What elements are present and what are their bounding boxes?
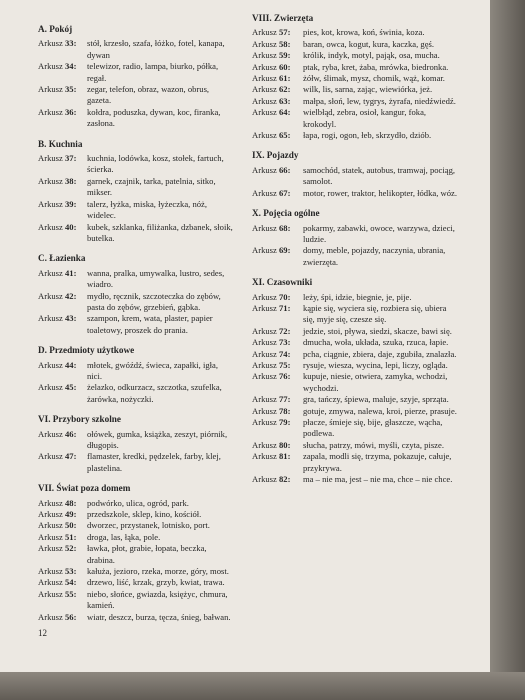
sheet-number: 71: <box>278 302 291 313</box>
section <box>252 13 457 141</box>
sheet-label <box>38 532 87 543</box>
section <box>38 345 233 405</box>
sheet-word: Arkusz <box>38 290 63 301</box>
list-item <box>252 371 457 394</box>
word-list: domy, meble, pojazdy, naczynia, ubrania, zwierzęta. <box>303 245 446 267</box>
word-list: drzewo, liść, krzak, grzyb, kwiat, trawa. <box>87 577 225 588</box>
sheet-word: Arkusz <box>38 543 63 554</box>
list-item <box>252 107 457 130</box>
sheet-number: 60: <box>278 61 291 72</box>
sheet-number: 76: <box>278 371 291 382</box>
sheet-word: Arkusz <box>252 95 277 106</box>
word-list: małpa, słoń, lew, tygrys, żyrafa, niedźwiedź. <box>303 95 456 106</box>
word-list: dworzec, przystanek, lotnisko, port. <box>87 520 210 531</box>
sheet-label <box>38 107 87 130</box>
sheet-label <box>252 440 303 451</box>
word-list: flamaster, kredki, pędzelek, farby, klej, plastelina. <box>87 451 221 473</box>
list-item <box>252 303 457 326</box>
sheet-number: 37: <box>64 153 77 164</box>
sheet-word: Arkusz <box>252 164 277 175</box>
word-list: wilk, lis, sarna, zając, wiewiórka, jeż. <box>303 84 433 95</box>
sheet-word: Arkusz <box>38 61 63 72</box>
sheet-word: Arkusz <box>252 417 277 427</box>
list-item <box>38 38 233 61</box>
sheet-label <box>252 292 303 303</box>
word-list: kołdra, poduszka, dywan, koc, firanka, zasłona. <box>87 106 221 129</box>
sheet-word: Arkusz <box>252 50 277 61</box>
word-list: wielbłąd, zebra, osioł, kangur, foka, krokodyl. <box>303 107 427 129</box>
word-list: pcha, ciągnie, zbiera, daje, zgubiła, znalazła. <box>303 348 457 359</box>
list-item <box>38 429 233 452</box>
sheet-number: 62: <box>278 84 291 95</box>
sheet-label <box>252 474 303 485</box>
sheet-number: 70: <box>278 291 291 302</box>
sheet-word: Arkusz <box>38 428 63 439</box>
sheet-word: Arkusz <box>38 221 63 232</box>
word-list: podwórko, ulica, ogród, park. <box>87 497 189 508</box>
sheet-number: 55: <box>64 588 77 599</box>
sheet-label <box>252 165 303 188</box>
sheet-label <box>38 382 87 405</box>
list-item <box>252 245 457 268</box>
sheet-number: 80: <box>278 439 291 450</box>
sheet-label <box>252 27 303 38</box>
sheet-label <box>252 360 303 371</box>
word-list: gra, tańczy, śpiewa, maluje, szyje, sprząta. <box>303 394 449 405</box>
word-list: słucha, patrzy, mówi, myśli, czyta, pisze. <box>303 439 444 450</box>
sheet-number: 36: <box>64 106 77 117</box>
sheet-word: Arkusz <box>252 291 277 302</box>
sheet-number: 42: <box>64 290 77 301</box>
sheet-label <box>252 130 303 141</box>
word-list: łapa, rogi, ogon, łeb, skrzydło, dziób. <box>303 130 432 141</box>
sheet-word: Arkusz <box>252 394 277 405</box>
section <box>252 150 457 199</box>
sheet-word: Arkusz <box>38 106 63 117</box>
sheet-word: Arkusz <box>252 405 277 416</box>
sheet-number: 56: <box>64 611 77 622</box>
section <box>38 24 233 130</box>
word-list: przedszkole, sklep, kino, kościół. <box>87 509 202 520</box>
sheet-word: Arkusz <box>38 382 63 393</box>
word-list: telewizor, radio, lampa, biurko, półka, regał. <box>87 61 219 83</box>
sheet-label <box>38 153 87 176</box>
left-column <box>38 24 233 632</box>
sheet-number: 81: <box>278 451 291 462</box>
section-heading: XI. Czasowniki <box>252 277 313 288</box>
sheet-label <box>38 360 87 383</box>
list-item <box>38 153 233 176</box>
list-item <box>38 451 233 474</box>
list-item <box>38 532 233 543</box>
sheet-label <box>252 326 303 337</box>
sheet-label <box>252 188 303 199</box>
list-item <box>38 520 233 531</box>
word-list: niebo, słońce, gwiazda, księżyc, chmura, kamień. <box>87 588 228 611</box>
list-item <box>252 165 457 188</box>
sheet-word: Arkusz <box>38 313 63 324</box>
sheet-number: 53: <box>64 566 77 577</box>
word-list: kąpie się, wyciera się, rozbiera się, ubiera się, myje się, czesze się. <box>303 302 447 325</box>
section-heading: B. Kuchnia <box>38 138 83 149</box>
section <box>252 277 457 485</box>
list-item <box>252 223 457 246</box>
sheet-word: Arkusz <box>252 348 277 359</box>
section-heading: A. Pokój <box>38 24 73 34</box>
sheet-label <box>252 451 303 474</box>
word-list: szampon, krem, wata, plaster, papier toaletowy, proszek do prania. <box>87 313 213 335</box>
list-item <box>252 96 457 107</box>
section-heading: D. Przedmioty użytkowe <box>38 345 135 356</box>
sheet-word: Arkusz <box>38 509 63 520</box>
word-list: pokarmy, zabawki, owoce, warzywa, dzieci, ludzie. <box>303 222 455 244</box>
word-list: mydło, ręcznik, szczoteczka do zębów, pasta do zębów, grzebień, gąbka. <box>87 290 221 312</box>
sheet-word: Arkusz <box>252 325 277 336</box>
sheet-label <box>38 589 87 612</box>
sheet-label <box>252 107 303 130</box>
sheet-word: Arkusz <box>38 577 63 588</box>
sheet-number: 57: <box>278 27 291 38</box>
word-list: jedzie, stoi, pływa, siedzi, skacze, bawi się. <box>303 325 452 336</box>
list-item <box>252 360 457 371</box>
sheet-number: 49: <box>64 509 77 520</box>
sheet-word: Arkusz <box>252 187 277 198</box>
section <box>38 139 233 245</box>
list-item <box>252 349 457 360</box>
sheet-word: Arkusz <box>252 451 277 462</box>
sheet-word: Arkusz <box>38 588 63 599</box>
sheet-number: 38: <box>64 175 77 186</box>
page-bottom-shadow <box>0 672 525 700</box>
sheet-word: Arkusz <box>252 38 277 49</box>
sheet-number: 66: <box>278 164 291 175</box>
word-list: dmucha, woła, układa, szuka, rzuca, łapie. <box>303 337 449 348</box>
sheet-number: 65: <box>278 130 291 141</box>
sheet-number: 40: <box>64 221 77 232</box>
word-list: kupuje, niesie, otwiera, zamyka, wchodzi, wychodzi. <box>303 371 448 393</box>
list-item <box>252 73 457 84</box>
sheet-label <box>252 406 303 417</box>
sheet-number: 74: <box>278 348 291 359</box>
sheet-label <box>252 96 303 107</box>
sheet-number: 79: <box>278 417 291 427</box>
section <box>38 414 233 474</box>
sheet-label <box>252 371 303 394</box>
sheet-word: Arkusz <box>38 267 63 278</box>
word-list: płacze, śmieje się, bije, głaszcze, wącha, podlewa. <box>303 417 443 439</box>
sheet-word: Arkusz <box>252 27 277 38</box>
word-list: kuchnia, lodówka, kosz, stołek, fartuch, ścierka. <box>87 153 224 175</box>
sheet-word: Arkusz <box>252 302 277 313</box>
word-list: stół, krzesło, szafa, łóżko, fotel, kanapa, dywan <box>87 38 225 60</box>
sheet-label <box>252 39 303 50</box>
list-item <box>38 498 233 509</box>
sheet-word: Arkusz <box>252 222 277 233</box>
list-item <box>252 62 457 73</box>
word-list: żelazko, odkurzacz, szczotka, szufelka, żarówka, nożyczki. <box>87 382 222 404</box>
word-list: rysuje, wiesza, wycina, lepi, liczy, ogląda. <box>303 359 448 370</box>
list-item <box>252 188 457 199</box>
list-item <box>38 61 233 84</box>
sheet-number: 64: <box>278 107 291 118</box>
sheet-number: 44: <box>64 359 77 370</box>
list-item <box>38 107 233 130</box>
sheet-label <box>38 429 87 452</box>
sheet-number: 73: <box>278 337 291 348</box>
sheet-word: Arkusz <box>252 371 277 382</box>
list-item <box>252 39 457 50</box>
word-list: królik, indyk, motyl, pająk, osa, mucha. <box>303 50 440 61</box>
sheet-label <box>38 612 87 623</box>
sheet-label <box>38 577 87 588</box>
section-heading: VI. Przybory szkolne <box>38 414 121 425</box>
list-item <box>38 291 233 314</box>
sheet-label <box>38 566 87 577</box>
page-number: 12 <box>38 628 47 638</box>
word-list: kałuża, jezioro, rzeka, morze, góry, most. <box>87 566 229 577</box>
sheet-number: 51: <box>64 531 77 542</box>
sheet-number: 59: <box>278 50 291 61</box>
sheet-word: Arkusz <box>38 175 63 186</box>
word-list: wiatr, deszcz, burza, tęcza, śnieg, bałwan. <box>87 611 231 622</box>
sheet-number: 33: <box>64 38 77 49</box>
sheet-word: Arkusz <box>38 198 63 209</box>
word-list: pies, kot, krowa, koń, świnia, koza. <box>303 27 425 38</box>
right-column <box>252 13 457 494</box>
sheet-label <box>38 38 87 61</box>
list-item <box>252 440 457 451</box>
sheet-label <box>38 291 87 314</box>
list-item <box>38 382 233 405</box>
list-item <box>38 176 233 199</box>
sheet-number: 77: <box>278 394 291 405</box>
list-item <box>252 417 457 440</box>
sheet-label <box>252 303 303 326</box>
sheet-label <box>252 223 303 246</box>
sheet-label <box>252 84 303 95</box>
sheet-word: Arkusz <box>38 84 63 95</box>
list-item <box>38 566 233 577</box>
section-heading: X. Pojęcia ogólne <box>252 208 320 219</box>
list-item <box>252 474 457 485</box>
word-list: wanna, pralka, umywalka, lustro, sedes, wiadro. <box>87 267 225 290</box>
sheet-label <box>38 268 87 291</box>
word-list: ławka, płot, grabie, łopata, beczka, drabina. <box>87 543 207 565</box>
sheet-label <box>252 417 303 440</box>
sheet-word: Arkusz <box>252 359 277 370</box>
word-list: leży, śpi, idzie, biegnie, je, pije. <box>303 291 412 302</box>
sheet-number: 72: <box>278 325 291 336</box>
sheet-number: 54: <box>64 577 77 588</box>
sheet-number: 45: <box>64 382 77 393</box>
sheet-number: 63: <box>278 95 291 106</box>
sheet-word: Arkusz <box>252 245 277 256</box>
sheet-label <box>38 498 87 509</box>
sheet-number: 69: <box>278 245 291 256</box>
sheet-word: Arkusz <box>38 153 63 164</box>
sheet-word: Arkusz <box>252 107 277 118</box>
section-heading: IX. Pojazdy <box>252 150 299 161</box>
list-item <box>38 509 233 520</box>
section-heading: VIII. Zwierzęta <box>252 13 314 23</box>
list-item <box>38 360 233 383</box>
sheet-word: Arkusz <box>38 611 63 622</box>
sheet-label <box>38 199 87 222</box>
sheet-word: Arkusz <box>252 73 277 84</box>
sheet-word: Arkusz <box>38 451 63 462</box>
word-list: baran, owca, kogut, kura, kaczka, gęś. <box>303 38 435 49</box>
list-item <box>38 84 233 107</box>
word-list: ma – nie ma, jest – nie ma, chce – nie chce. <box>303 474 453 485</box>
word-list: talerz, łyżka, miska, łyżeczka, nóż, widelec. <box>87 198 208 221</box>
sheet-word: Arkusz <box>38 531 63 542</box>
word-list: motor, rower, traktor, helikopter, łódka, wóz. <box>303 187 457 198</box>
list-item <box>38 313 233 336</box>
sheet-label <box>252 62 303 73</box>
sheet-number: 34: <box>64 61 77 72</box>
sheet-label <box>252 245 303 268</box>
list-item <box>38 268 233 291</box>
sheet-number: 41: <box>64 267 77 278</box>
sheet-number: 58: <box>278 38 291 49</box>
sheet-number: 67: <box>278 187 291 198</box>
word-list: zegar, telefon, obraz, wazon, obrus, gazeta. <box>87 84 210 106</box>
list-item <box>252 406 457 417</box>
sheet-label <box>252 337 303 348</box>
list-item <box>38 612 233 623</box>
list-item <box>252 394 457 405</box>
sheet-label <box>38 84 87 107</box>
sheet-word: Arkusz <box>252 439 277 450</box>
sheet-number: 82: <box>278 474 291 485</box>
section <box>252 208 457 268</box>
word-list: ołówek, gumka, książka, zeszyt, piórnik, długopis. <box>87 428 228 450</box>
sheet-number: 39: <box>64 198 77 209</box>
sheet-word: Arkusz <box>252 337 277 348</box>
list-item <box>38 543 233 566</box>
list-item <box>252 50 457 61</box>
sheet-word: Arkusz <box>38 359 63 370</box>
list-item <box>38 577 233 588</box>
sheet-label <box>38 222 87 245</box>
sheet-number: 50: <box>64 520 77 531</box>
word-list: gotuje, zmywa, nalewa, kroi, pierze, prasuje. <box>303 405 457 416</box>
sheet-word: Arkusz <box>38 520 63 531</box>
word-list: zapala, modli się, trzyma, pokazuje, całuje, przykrywa. <box>303 451 452 473</box>
list-item <box>252 326 457 337</box>
list-item <box>252 292 457 303</box>
sheet-label <box>38 509 87 520</box>
sheet-label <box>38 543 87 566</box>
sheet-label <box>38 451 87 474</box>
word-list: garnek, czajnik, tarka, patelnia, sitko, mikser. <box>87 175 216 198</box>
sheet-number: 52: <box>64 543 77 554</box>
section <box>38 253 233 336</box>
sheet-label <box>252 73 303 84</box>
sheet-number: 48: <box>64 497 77 508</box>
sheet-label <box>252 50 303 61</box>
list-item <box>38 589 233 612</box>
sheet-number: 46: <box>64 428 77 439</box>
sheet-word: Arkusz <box>38 497 63 508</box>
word-list: młotek, gwóźdź, świeca, zapałki, igła, nici. <box>87 359 219 381</box>
sheet-number: 68: <box>278 222 291 233</box>
sheet-label <box>38 61 87 84</box>
word-list: żółw, ślimak, mysz, chomik, wąż, komar. <box>303 73 445 84</box>
section <box>38 483 233 623</box>
word-list: samochód, statek, autobus, tramwaj, pociąg, samolot. <box>303 164 456 187</box>
sheet-word: Arkusz <box>252 130 277 141</box>
sheet-number: 43: <box>64 313 77 324</box>
sheet-number: 78: <box>278 405 291 416</box>
list-item <box>252 337 457 348</box>
sheet-label <box>252 349 303 360</box>
list-item <box>38 222 233 245</box>
list-item <box>252 84 457 95</box>
sheet-label <box>252 394 303 405</box>
sheet-label <box>38 176 87 199</box>
sheet-number: 61: <box>278 73 291 84</box>
page-edge-shadow <box>490 0 525 700</box>
word-list: kubek, szklanka, filiżanka, dzbanek, słoik, butelka. <box>87 221 233 243</box>
sheet-label <box>38 520 87 531</box>
section-heading: C. Łazienka <box>38 253 86 264</box>
list-item <box>38 199 233 222</box>
word-list: ptak, ryba, kret, żaba, mrówka, biedronka. <box>303 61 449 72</box>
word-list: droga, las, łąka, pole. <box>87 531 161 542</box>
section-heading: VII. Świat poza domem <box>38 483 131 494</box>
list-item <box>252 130 457 141</box>
sheet-word: Arkusz <box>38 566 63 577</box>
sheet-label <box>38 313 87 336</box>
sheet-number: 47: <box>64 451 77 462</box>
sheet-number: 35: <box>64 84 77 95</box>
sheet-number: 75: <box>278 359 291 370</box>
list-item <box>252 451 457 474</box>
sheet-word: Arkusz <box>252 84 277 95</box>
sheet-word: Arkusz <box>252 61 277 72</box>
sheet-word: Arkusz <box>252 474 277 485</box>
sheet-word: Arkusz <box>38 38 63 49</box>
list-item <box>252 27 457 38</box>
